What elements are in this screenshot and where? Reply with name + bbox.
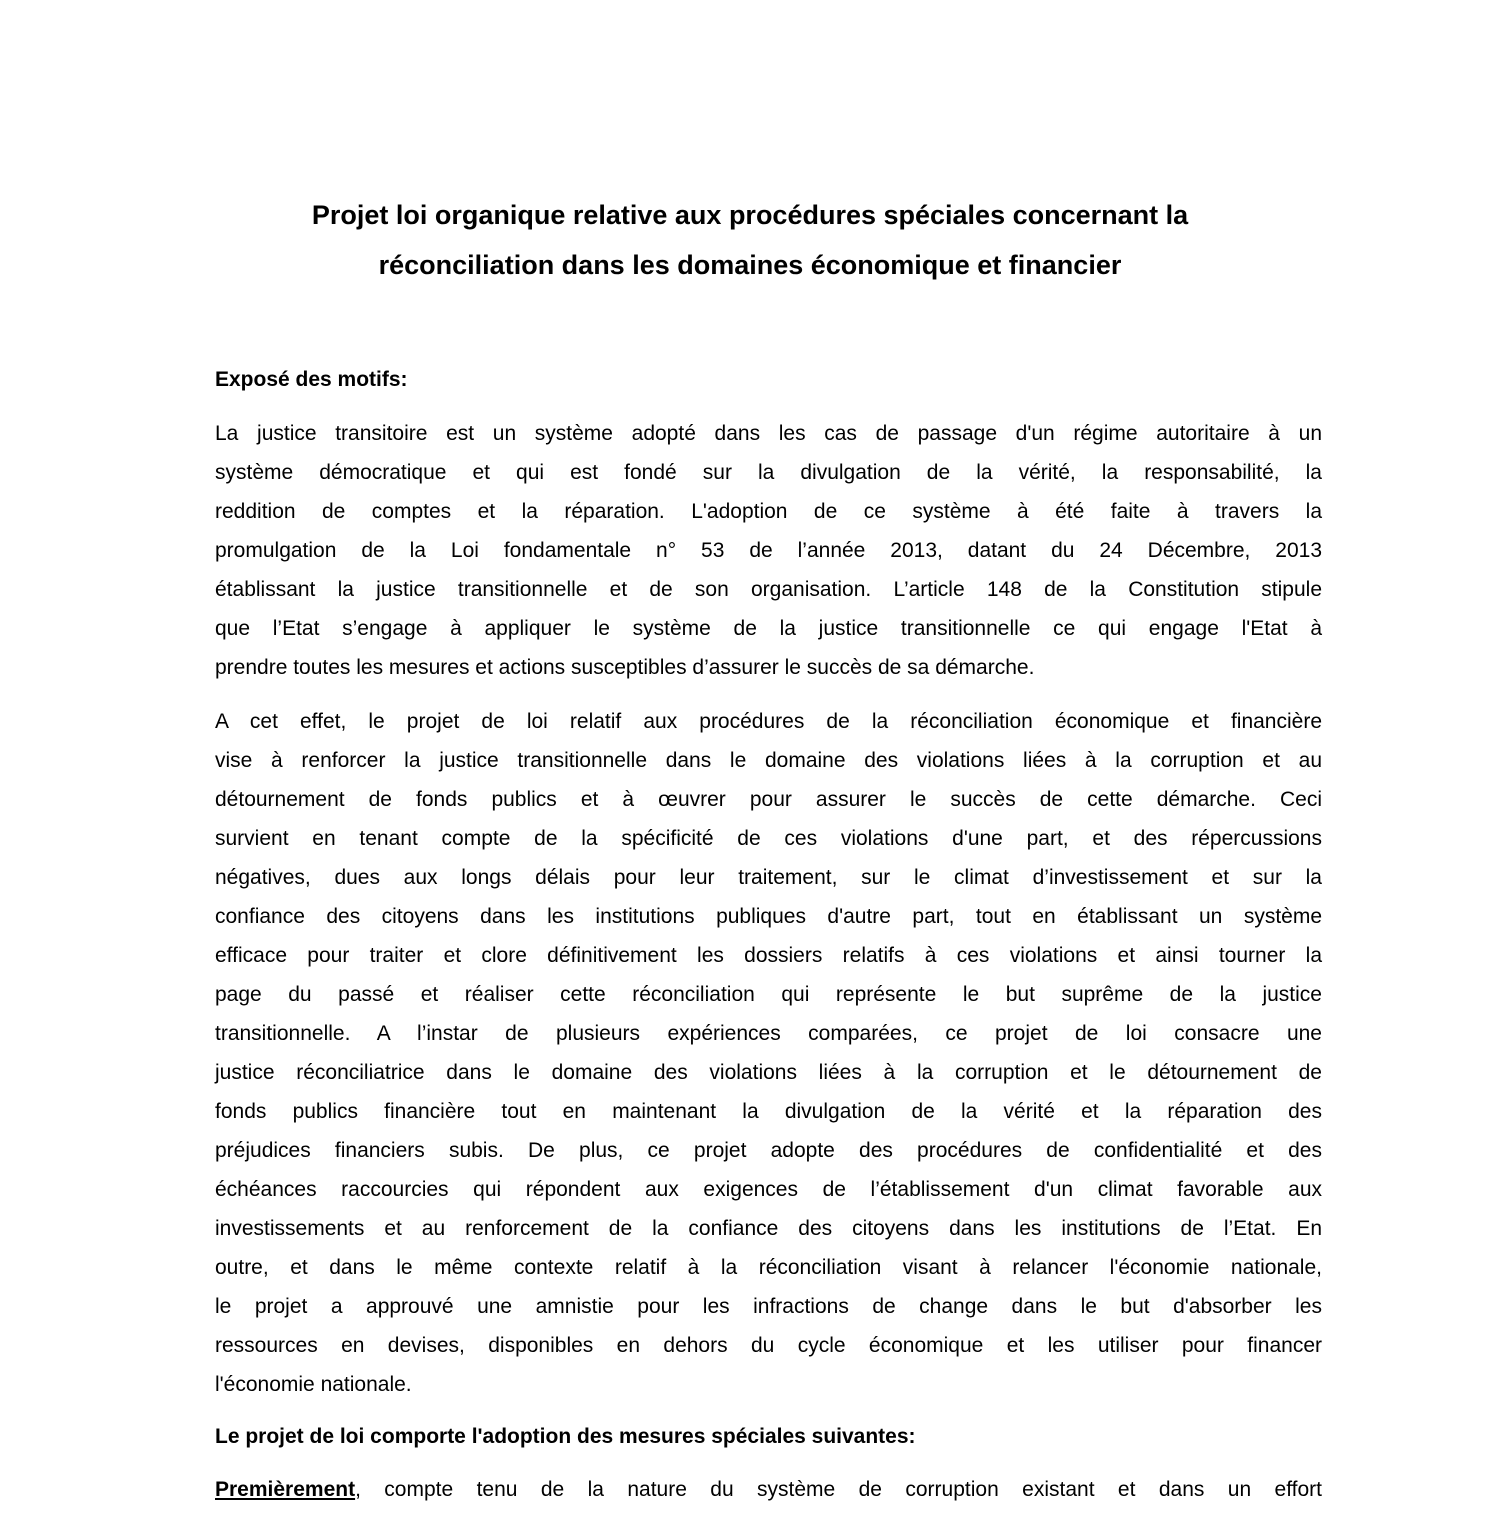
text-line: reddition de comptes et la réparation. L'adoption de ce système à été faite à travers la	[215, 500, 1322, 523]
document-title-line-2: réconciliation dans les domaines économique et financier	[378, 250, 1122, 280]
first-measure-label: Premièrement	[215, 1478, 356, 1501]
first-measure-text: , compte tenu de la nature du système de corruption existant et dans un effort	[355, 1478, 1322, 1501]
text-line: page du passé et réaliser cette réconciliation qui représente le but suprême de la justice	[215, 983, 1322, 1006]
text-line: A cet effet, le projet de loi relatif aux procédures de la réconciliation économique et financière	[215, 710, 1322, 733]
text-line: survient en tenant compte de la spécificité de ces violations d'une part, et des répercussions	[215, 827, 1322, 850]
first-measure	[215, 1477, 1322, 1516]
text-line: vise à renforcer la justice transitionnelle dans le domaine des violations liées à la corruption et au	[215, 749, 1322, 772]
text-line: négatives, dues aux longs délais pour leur traitement, sur le climat d’investissement et sur la	[215, 866, 1322, 889]
text-line: transitionnelle. A l’instar de plusieurs expériences comparées, ce projet de loi consacre une	[215, 1022, 1322, 1045]
document-title-line-1: Projet loi organique relative aux procédures spéciales concernant la	[311, 200, 1189, 230]
text-line: système démocratique et qui est fondé sur la divulgation de la vérité, la responsabilité, la	[215, 461, 1322, 484]
measures-heading: Le projet de loi comporte l'adoption des mesures spéciales suivantes:	[215, 1425, 916, 1448]
text-line: fonds publics financière tout en maintenant la divulgation de la vérité et la réparation des	[215, 1100, 1322, 1123]
paragraph-1	[215, 421, 1322, 694]
text-line: le projet a approuvé une amnistie pour les infractions de change dans le but d'absorber les	[215, 1295, 1322, 1318]
text-line: préjudices financiers subis. De plus, ce projet adopte des procédures de confidentialité et des	[215, 1139, 1322, 1162]
text-line: La justice transitoire est un système adopté dans les cas de passage d'un régime autoritaire à un	[215, 422, 1322, 445]
section-heading: Exposé des motifs:	[215, 368, 408, 391]
text-line: que l’Etat s’engage à appliquer le système de la justice transitionnelle ce qui engage l'Etat à	[215, 617, 1322, 640]
text-line: promulgation de la Loi fondamentale n° 53 de l’année 2013, datant du 24 Décembre, 2013	[215, 539, 1322, 562]
text-line: outre, et dans le même contexte relatif à la réconciliation visant à relancer l'économie nationale,	[215, 1256, 1322, 1279]
text-line: efficace pour traiter et clore définitivement les dossiers relatifs à ces violations et ainsi tourner la	[215, 944, 1322, 967]
text-line: l'économie nationale.	[215, 1373, 412, 1396]
text-line: prendre toutes les mesures et actions susceptibles d’assurer le succès de sa démarche.	[215, 656, 1035, 679]
text-line: investissements et au renforcement de la confiance des citoyens dans les institutions de l’Etat. En	[215, 1217, 1322, 1240]
text-line: confiance des citoyens dans les institutions publiques d'autre part, tout en établissant un système	[215, 905, 1322, 928]
text-line: ressources en devises, disponibles en dehors du cycle économique et les utiliser pour financer	[215, 1334, 1322, 1357]
text-line: échéances raccourcies qui répondent aux exigences de l’établissement d'un climat favorable aux	[215, 1178, 1322, 1201]
first-measure-line	[215, 1477, 1322, 1516]
text-line: établissant la justice transitionnelle et de son organisation. L’article 148 de la Constitution stipule	[215, 578, 1322, 601]
text-line: justice réconciliatrice dans le domaine des violations liées à la corruption et le détournement de	[215, 1061, 1322, 1084]
text-line: détournement de fonds publics et à œuvrer pour assurer le succès de cette démarche. Ceci	[215, 788, 1322, 811]
paragraph-2	[215, 709, 1322, 1411]
